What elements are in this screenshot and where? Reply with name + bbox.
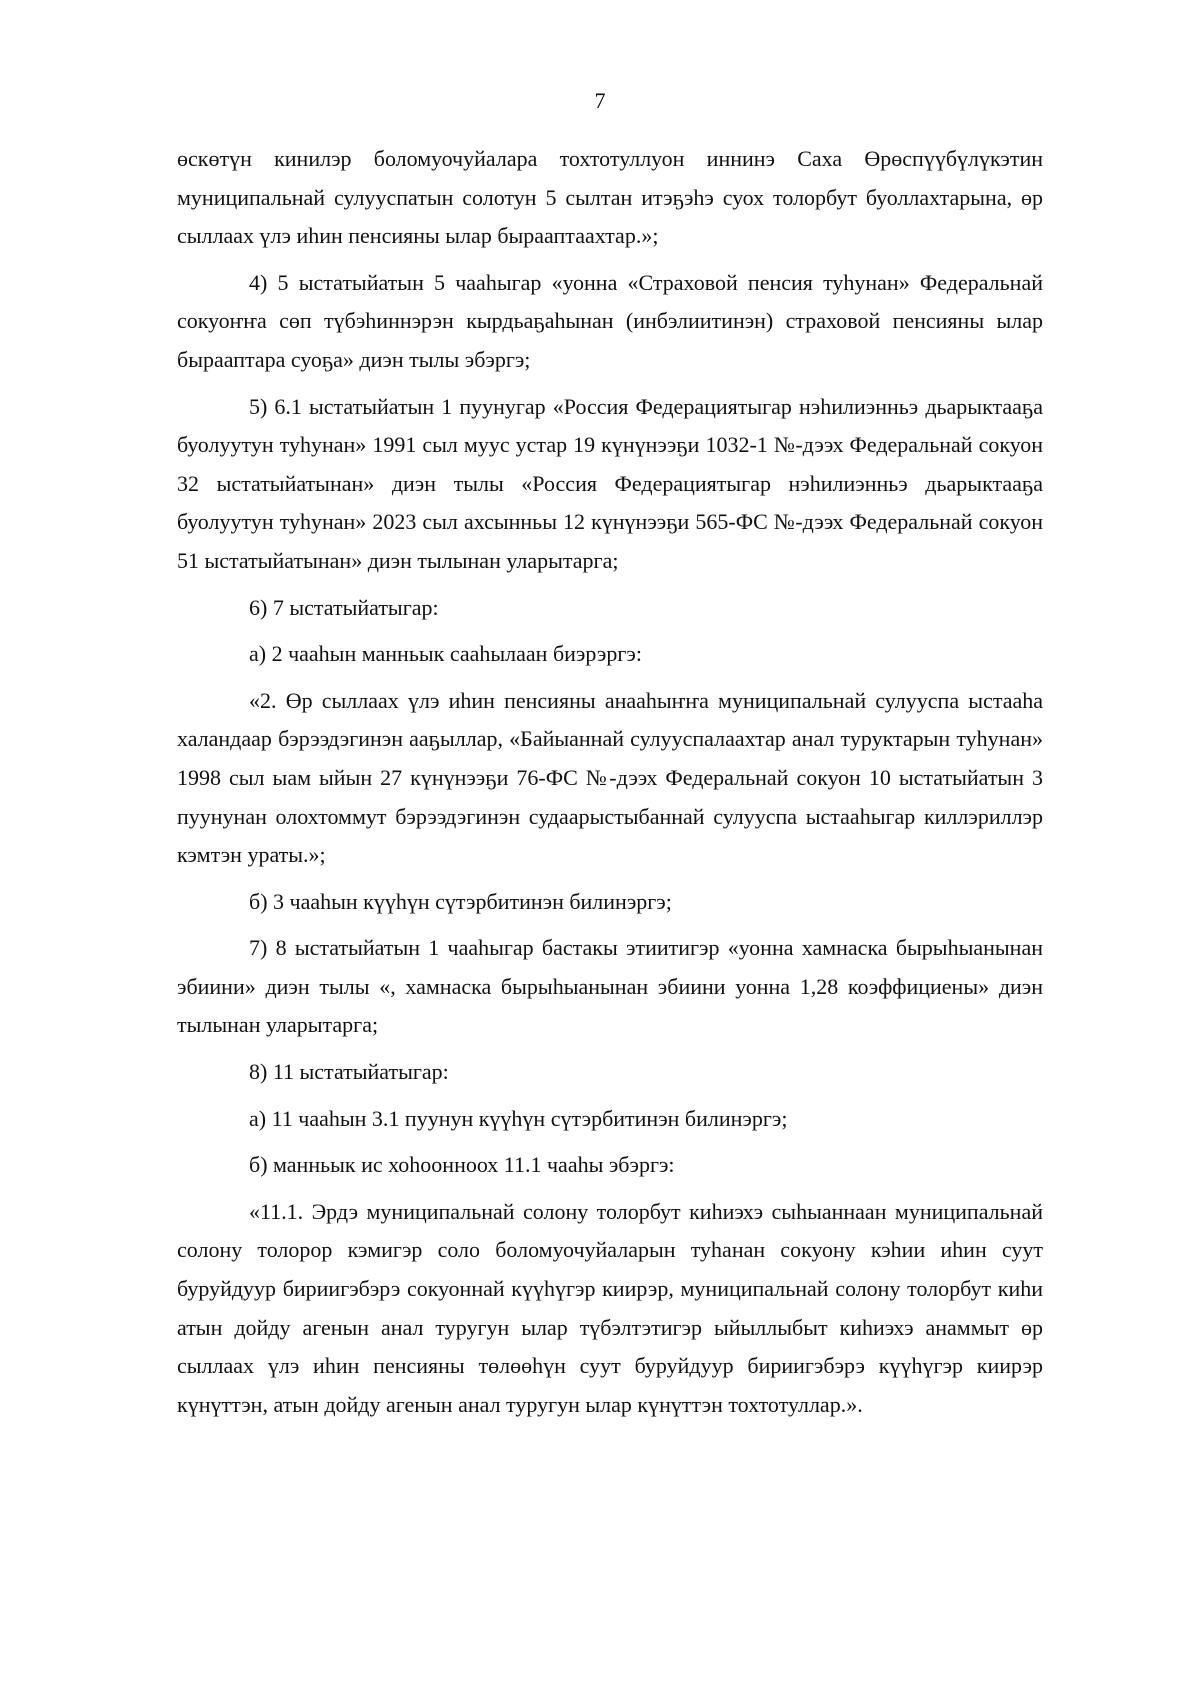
paragraph-subitem-8b: б) манньык ис хоһоонноох 11.1 чааһы эбэргэ: [249,1152,675,1178]
paragraph-subitem-6a: а) 2 чааһын манньык сааһылаан биэрэргэ: [249,641,642,667]
paragraph-subitem-6b: б) 3 чааһын күүһүн сүтэрбитинэн билинэргэ; [249,888,672,914]
paragraph-item-6: 6) 7 ыстатыйатыгар: [249,594,439,620]
paragraph-quote-part-11-1: «11.1. Эрдэ муниципальнай солону толорбут киһиэхэ сыһыаннаан муниципальнай солону толорор кэмигэр соло боломуочуйаларын туһанан сокуону кэһии иһин суут буруйдуур бириигэбэрэ сокуоннай күүһүгэр киирэр, муниципальнай солону толорбут киһи атын дойду агенын анал туругун ылар түбэлтэтигэр ыйыллыбыт киһиэхэ анаммыт өр сыллаах үлэ иһин пенсияны төлөөһүн суут буруйдуур бириигэбэрэ күүһүгэр киирэр күнүттэн, атын дойду агенын анал туругун ылар күнүттэн тохтотуллар.». [177,1198,1043,1417]
document-body [177,140,1043,1432]
paragraph-item-7: 7) 8 ыстатыйатын 1 чааһыгар бастакы этиитигэр «уонна хамнаска бырыһыанынан эбиини» диэн тылы «, хамнаска бырыһыанынан эбиини уонна 1,28 коэффициены» диэн тылынан уларытарга; [177,935,1043,1038]
paragraph-continuation: өскөтүн кинилэр боломуочуйалара тохтотуллуон иннинэ Саха Өрөспүүбүлүкэтин муниципальнай сулууспатын солотун 5 сылтан итэҕэһэ суох толорбут буоллахтарына, өр сыллаах үлэ иһин пенсияны ылар бырааптаахтар.»; [177,146,1043,249]
paragraph-item-4: 4) 5 ыстатыйатын 5 чааһыгар «уонна «Страховой пенсия туһунан» Федеральнай сокуоҥҥа сөп түбэһиннэрэн кырдьаҕаһынан (инбэлиитинэн) страховой пенсияны ылар бырааптара суоҕа» диэн тылы эбэргэ; [177,269,1043,372]
paragraph-item-5: 5) 6.1 ыстатыйатын 1 пуунугар «Россия Федерациятыгар нэһилиэнньэ дьарыктааҕа буолуутун туһунан» 1991 сыл муус устар 19 күнүнээҕи 1032-1 №-дээх Федеральнай сокуон 32 ыстатыйатынан» диэн тылы «Россия Федерациятыгар нэһилиэнньэ дьарыктааҕа буолуутун туһунан» 2023 сыл ахсынньы 12 күнүнээҕи 565-ФС №-дээх Федеральнай сокуон 51 ыстатыйатынан» диэн тылынан уларытарга; [177,393,1043,573]
page-number: 7 [594,88,606,113]
paragraph-quote-part-2: «2. Өр сыллаах үлэ иһин пенсияны анааһыҥҥа муниципальнай сулууспа ыстааһа халандаар бэрээдэгинэн ааҕыллар, «Байыаннай сулууспалаахтар анал туруктарын туһунан» 1998 сыл ыам ыйын 27 күнүнээҕи 76-ФС №-дээх Федеральнай сокуон 10 ыстатыйатын 3 пуунунан олохтоммут бэрээдэгинэн судаарыстыбаннай сулууспа ыстааһыгар киллэриллэр кэмтэн ураты.»; [177,687,1043,868]
paragraph-subitem-8a: а) 11 чааһын 3.1 пуунун күүһүн сүтэрбитинэн билинэргэ; [249,1105,788,1131]
paragraph-item-8: 8) 11 ыстатыйатыгар: [249,1059,449,1085]
